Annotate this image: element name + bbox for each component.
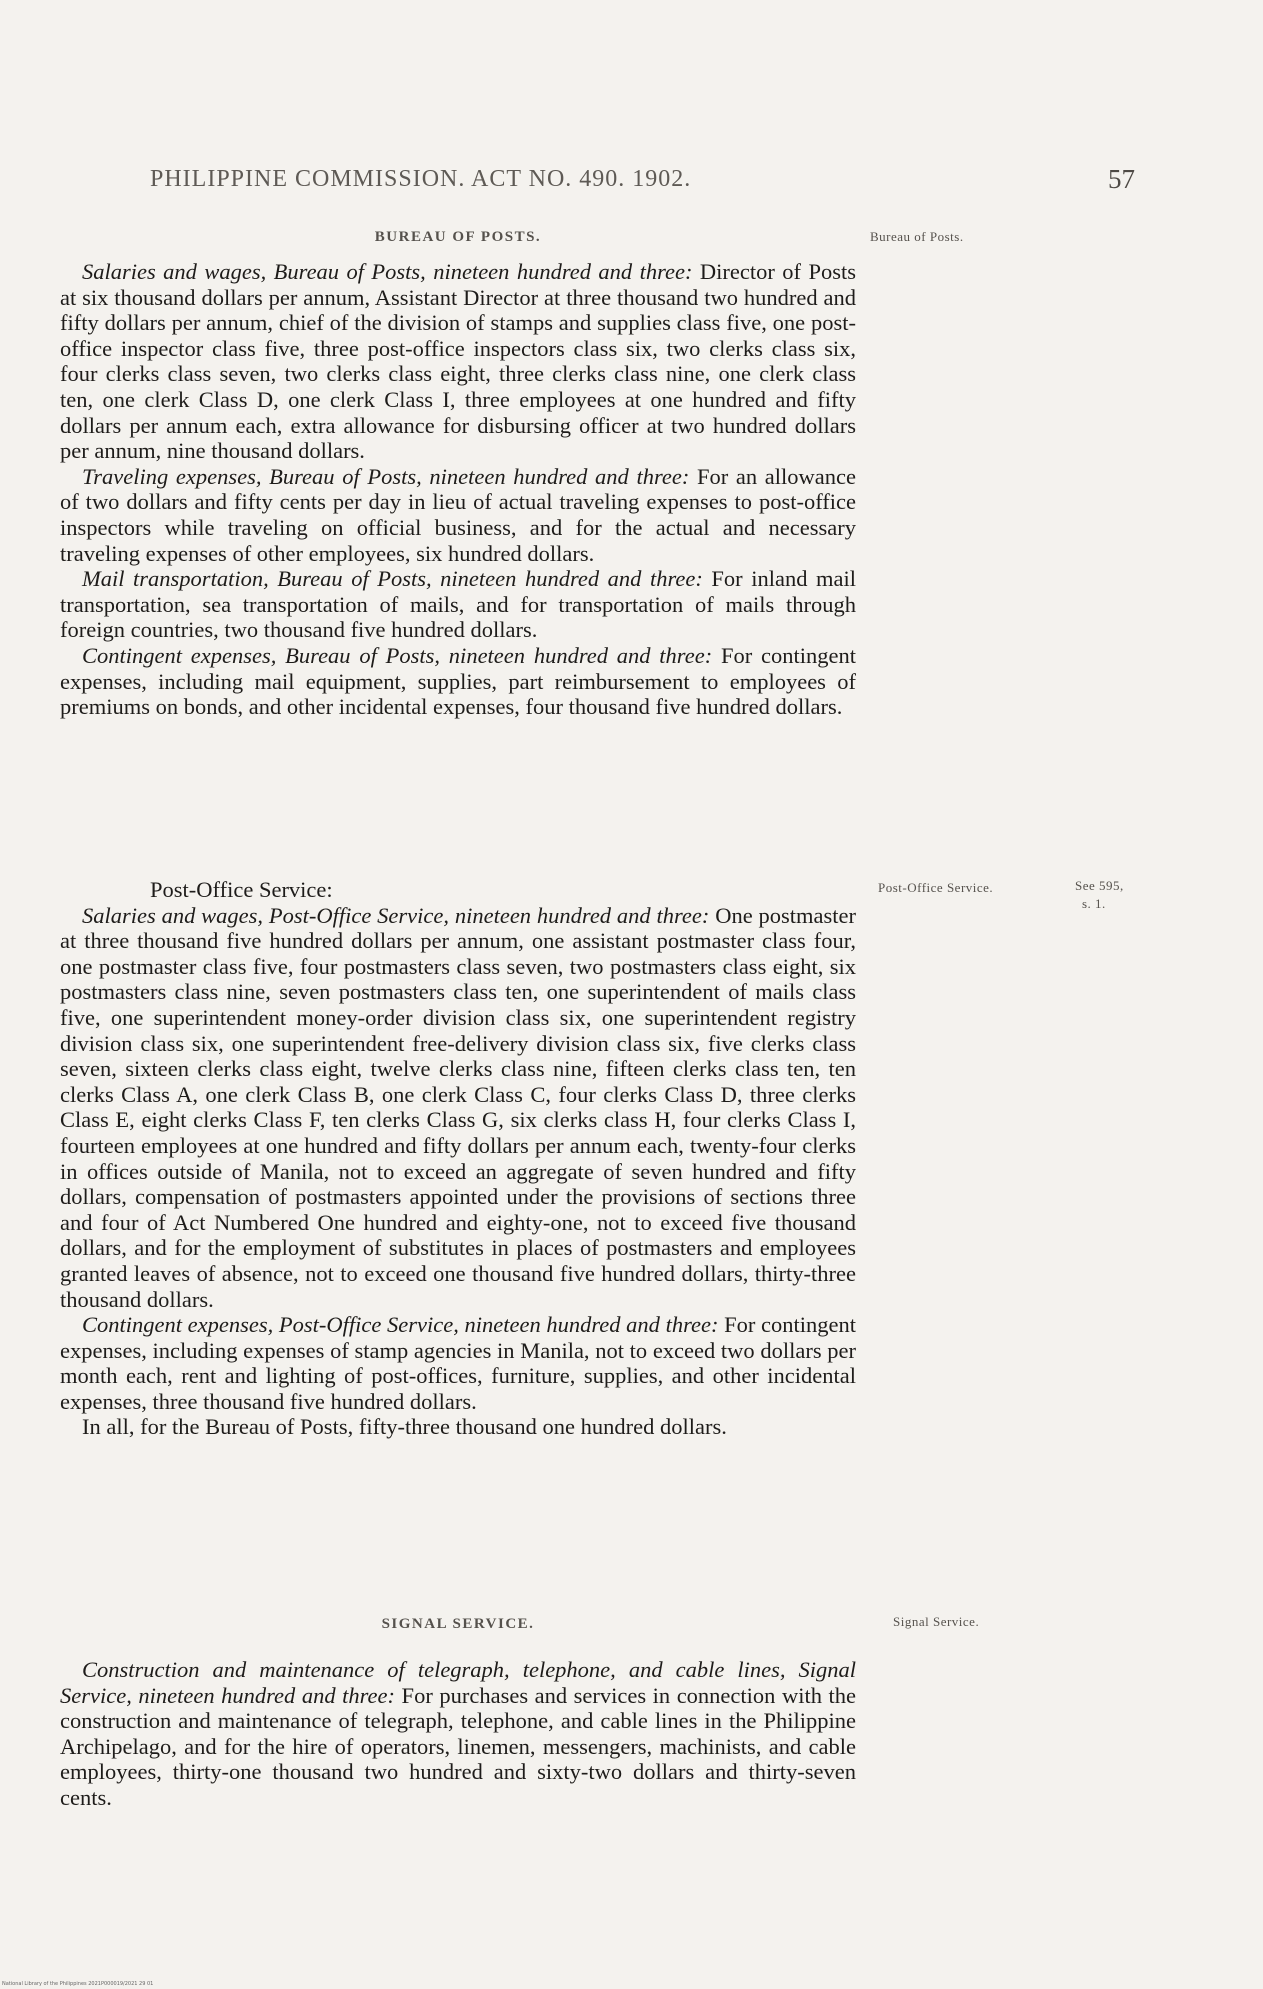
scan-imprint: National Library of the Philippines 2021P000019/2021 29 01 xyxy=(2,1981,154,1987)
margin-note-post-office-service: Post-Office Service. xyxy=(878,880,994,895)
paragraph-text: For contingent expenses, including mail equipment, supplies, part reimbursement to employees of premiums on bonds, and other incidental expenses, four thousand five hundred dollars. xyxy=(60,642,856,720)
paragraph-text: For inland mail transportation, sea transportation of mails, and for transportation of mails through foreign countries, two thousand five hundred dollars. xyxy=(60,566,856,643)
paragraph-text: One postmaster at three thousand five hundred dollars per annum, one assistant postmaster class four, one postmaster class five, four postmasters class seven, two postmasters class eight, six postmasters class nine, seven postmasters class ten, one superintendent of mails class five, one superintendent money-order division class six, one superintendent registry division class six, one superintendent free-delivery division class six, five clerks class seven, sixteen clerks class eight, twelve clerks class nine, fifteen clerks class ten, ten clerks Class A, one clerk Class B, one clerk Class C, four clerks Class D, three clerks Class E, eight clerks Class F, ten clerks Class G, six clerks class H, four clerks Class I, fourteen employees at one hundred and fifty dollars per annum each, twenty-four clerks in offices outside of Manila, not to exceed an aggregate of seven hundred and fifty dollars, compensation of postmasters appointed under the provisions of sections three and four of Act Numbered One hundred and eighty-one, not to exceed five thousand dollars, and for the employment of substitutes in places of postmasters and employees granted leaves of absence, not to exceed one thousand five hundred dollars, thirty-three thousand dollars. xyxy=(60,902,856,1312)
margin-note-post-office-ref-section: s. 1. xyxy=(1082,896,1106,911)
paragraph-text: For purchases and services in connection with the construction and maintenance of telegraph, telephone, and cable lines in the Philippine Archipelago, and for the hire of operators, linemen, messengers, machinists, and cable employees, thirty-one thousand two hundred and sixty-two dollars and thirty-seven cents. xyxy=(60,1682,856,1810)
paragraph-lead: Salaries and wages, Post-Office Service, nineteen hundred and three: xyxy=(82,902,710,928)
paragraph-lead: Contingent expenses, Bureau of Posts, nineteen hundred and three: xyxy=(82,642,713,668)
paragraph-signal-construction xyxy=(60,1657,856,1811)
section-heading-signal-service: SIGNAL SERVICE. xyxy=(381,1616,535,1632)
paragraph-text: Director of Posts at six thousand dollars per annum, Assistant Director at three thousand two hundred and fifty dollars per annum, chief of the division of stamps and supplies class five, one post-office inspector class five, three post-office inspectors class six, two clerks class six, four clerks class seven, two clerks class eight, three clerks class nine, one clerk class ten, one clerk Class D, one clerk Class I, three employees at one hundred and fifty dollars per annum each, extra allowance for disbursing officer at two hundred dollars per annum, nine thousand dollars. xyxy=(60,259,857,464)
paragraph-total-bureau-of-posts: In all, for the Bureau of Posts, fifty-three thousand one hundred dollars. xyxy=(82,1414,727,1440)
paragraph-lead: Mail transportation, Bureau of Posts, nineteen hundred and three: xyxy=(82,566,703,592)
bureau-of-posts-section xyxy=(60,229,856,720)
paragraph-lead: Construction and maintenance of telegraph, telephone, and cable lines, Signal Service, nineteen hundred and three: xyxy=(60,1657,856,1708)
post-office-section xyxy=(60,877,856,1440)
margin-note-post-office-ref: See 595, xyxy=(1075,878,1124,893)
paragraph-salaries-bureau xyxy=(60,259,856,464)
paragraph-mail-transportation xyxy=(60,566,856,643)
signal-service-section xyxy=(60,1616,856,1811)
paragraph-traveling-expenses xyxy=(60,464,856,566)
paragraph-text: For contingent expenses, including expenses of stamp agencies in Manila, not to exceed two dollars per month each, rent and lighting of post-offices, furniture, supplies, and other incidental expenses, three thousand five hundred dollars. xyxy=(60,1312,857,1414)
margin-note-bureau-of-posts: Bureau of Posts. xyxy=(870,229,964,244)
paragraph-lead: Contingent expenses, Post-Office Service, nineteen hundred and three: xyxy=(82,1312,719,1338)
paragraph-lead: Traveling expenses, Bureau of Posts, nineteen hundred and three: xyxy=(82,463,690,489)
running-head: PHILIPPINE COMMISSION. ACT NO. 490. 1902. xyxy=(150,166,692,192)
paragraph-salaries-post-office xyxy=(60,903,856,1313)
section-heading-bureau-of-posts: BUREAU OF POSTS. xyxy=(374,229,542,245)
margin-note-signal-service: Signal Service. xyxy=(893,1614,980,1629)
post-office-service-label: Post-Office Service: xyxy=(150,877,333,902)
paragraph-lead: Salaries and wages, Bureau of Posts, nineteen hundred and three: xyxy=(82,259,693,284)
paragraph-contingent-post-office xyxy=(60,1312,856,1414)
paragraph-contingent-bureau xyxy=(60,643,856,720)
page-number: 57 xyxy=(1108,164,1135,194)
paragraph-text: For an allowance of two dollars and fifty cents per day in lieu of actual traveling expenses to post-office inspectors while traveling on official business, and for the actual and necessary traveling expenses of other employees, six hundred dollars. xyxy=(60,463,856,566)
